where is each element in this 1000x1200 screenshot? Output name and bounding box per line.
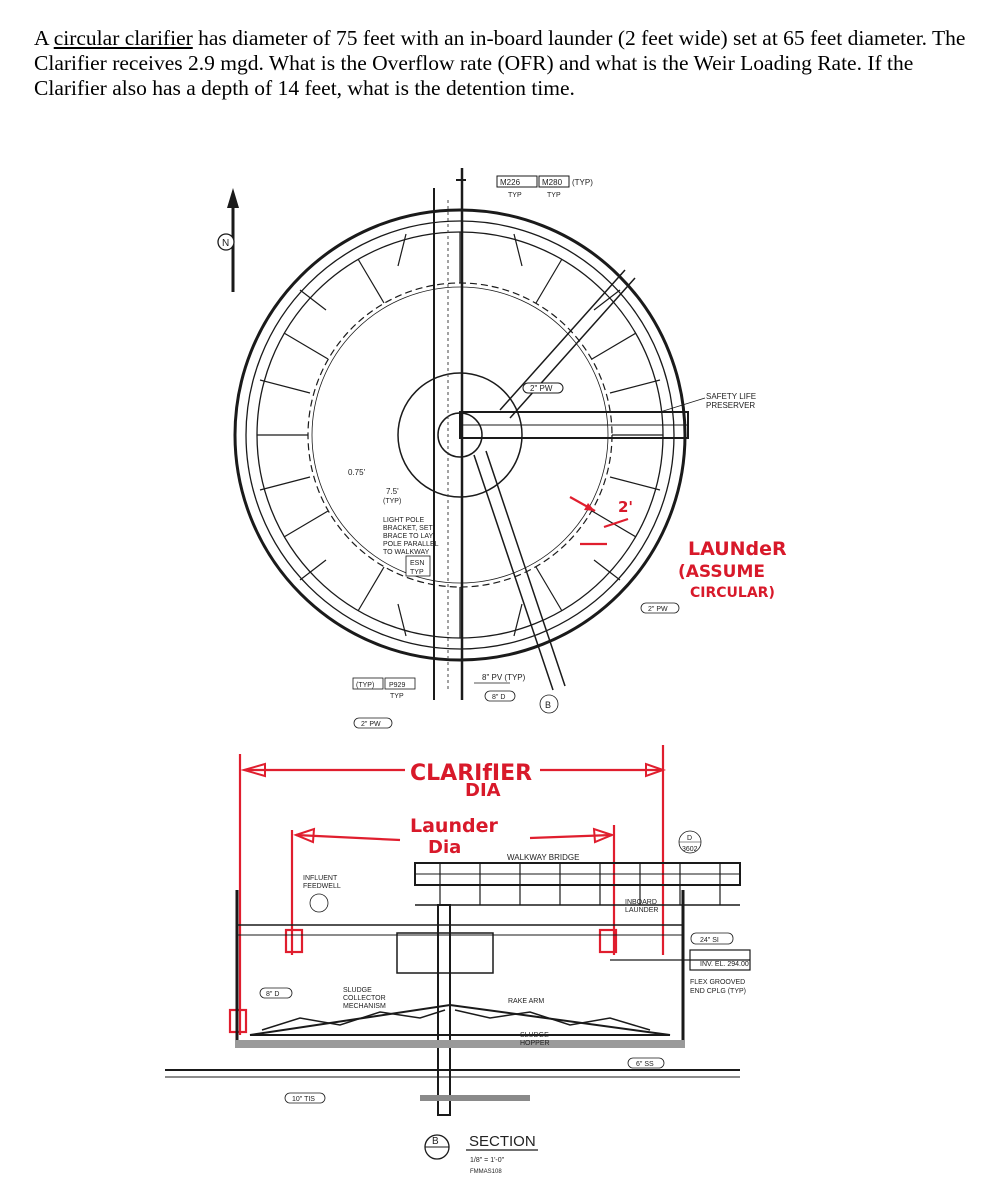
tag-typ: (TYP) — [572, 178, 593, 187]
pole-line3: BRACE TO LAY — [383, 533, 434, 540]
d8-plan: 8" D — [492, 694, 506, 701]
section-scale: 1/8" = 1'-0" — [470, 1157, 505, 1164]
esn-typ: TYP — [410, 569, 424, 576]
rake-label: RAKE ARM — [508, 998, 545, 1005]
launder-dia-note: Launder — [410, 815, 498, 837]
section-b-tag: B — [432, 1136, 439, 1147]
plan-view — [218, 168, 787, 728]
dim-75-typ: (TYP) — [383, 498, 402, 505]
typ-b: TYP — [547, 192, 561, 199]
sludge-line2: COLLECTOR — [343, 995, 386, 1002]
d8-section: 8" D — [266, 991, 280, 998]
dia-note: DIA — [465, 780, 501, 801]
problem-text: has diameter of 75 feet with an in-board launder (2 feet wide) set at 65 feet diameter. The Clarifier receives 2.9 mgd. What is the Overflow rate (OFR) and what is the Weir Loading Rate. If the Clarifier also has a depth of 14 feet, what is the detention time. — [34, 26, 966, 100]
pv-label: 8" PV (TYP) — [482, 673, 526, 682]
dim-075: 0.75' — [348, 468, 366, 477]
flex-line1: FLEX GROOVED — [690, 979, 746, 986]
influent-line1: INFLUENT — [303, 875, 338, 882]
assume-note: (ASSUME — [678, 562, 765, 582]
influent-line2: FEEDWELL — [303, 883, 341, 890]
hopper-line2: HOPPER — [520, 1040, 550, 1047]
safety-preserver-callout — [660, 392, 756, 412]
problem-prefix: A — [34, 26, 54, 50]
pw-top-label: 2" PW — [530, 384, 553, 393]
ts10-label: 10" TIS — [292, 1096, 315, 1103]
esn-label: ESN — [410, 560, 425, 567]
si24-label: 24" SI — [700, 937, 719, 944]
pw-right-label: 2" PW — [648, 606, 668, 613]
north-label: N — [222, 238, 230, 249]
safety-line2: PRESERVER — [706, 401, 756, 410]
p929-typ2: TYP — [390, 693, 404, 700]
dim-75: 7.5' — [386, 487, 399, 496]
section-title-block — [425, 1133, 538, 1175]
inv-label: INV. EL. 294.00 — [700, 961, 749, 968]
d-tag: D — [687, 835, 693, 842]
north-arrow — [218, 188, 239, 292]
inboard-line2: LAUNDER — [625, 907, 659, 914]
section-view — [165, 745, 750, 1175]
section-dimensions — [230, 745, 663, 1035]
section-ref: FMMAS108 — [470, 1169, 502, 1175]
tag-m226: M226 — [500, 178, 521, 187]
two-ft-note: 2' — [618, 498, 634, 516]
p929-typ: (TYP) — [356, 682, 375, 689]
pw-left-label: 2" PW — [361, 721, 381, 728]
dia2-note: Dia — [428, 837, 462, 858]
b-tag: B — [545, 700, 552, 710]
pole-line4: POLE PARALLEL — [383, 541, 439, 548]
walkway-bridge-section — [415, 831, 740, 905]
p929-label: P929 — [389, 682, 406, 689]
circular-note: CIRCULAR) — [690, 585, 775, 601]
pole-line5: TO WALKWAY — [383, 549, 430, 556]
pole-line1: LIGHT POLE — [383, 517, 425, 524]
inboard-line1: INBOARD — [625, 899, 657, 906]
walkway-label: WALKWAY BRIDGE — [507, 853, 580, 862]
safety-line1: SAFETY LIFE — [706, 392, 757, 401]
typ-a: TYP — [508, 192, 522, 199]
hopper-line1: SLUDGE — [520, 1032, 549, 1039]
sludge-line1: SLUDGE — [343, 987, 372, 994]
plan-left-labels — [348, 468, 439, 576]
pole-line2: BRACKET, SET — [383, 525, 433, 532]
flex-line2: END CPLG (TYP) — [690, 988, 747, 995]
sludge-line3: MECHANISM — [343, 1003, 386, 1010]
d-num: 3602 — [682, 846, 698, 853]
ss6-label: 6" SS — [636, 1061, 654, 1068]
plan-hand-annotations — [570, 497, 787, 601]
tag-m280: M280 — [542, 178, 563, 187]
clarifier-note: CLARIfIER — [410, 761, 533, 786]
launder-note: LAUNdeR — [688, 538, 787, 560]
section-title: SECTION — [469, 1133, 536, 1150]
section-labels — [260, 875, 749, 1103]
circular-clarifier-term: circular clarifier — [53, 26, 193, 50]
feedwell-box — [397, 933, 493, 973]
